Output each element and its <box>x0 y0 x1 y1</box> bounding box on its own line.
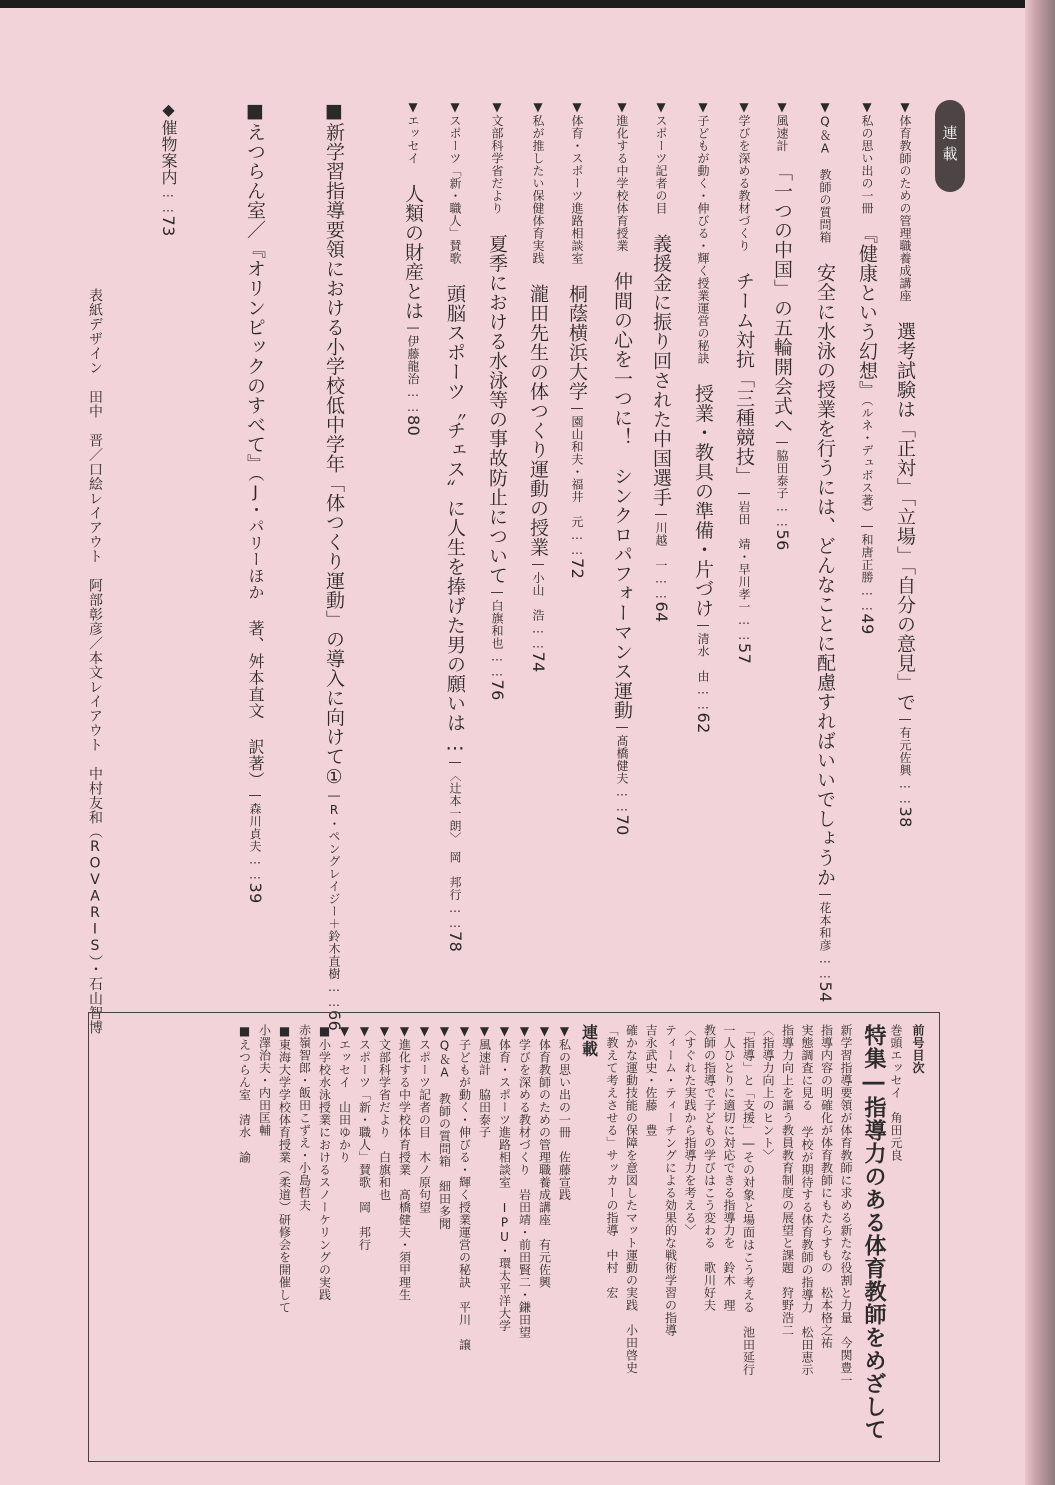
serial-page: 70 <box>613 814 632 836</box>
serial-series: ▼進化する中学校体育授業 <box>615 100 629 252</box>
prev-special-title: 特集―指導力のある体育教師をめざして <box>861 1024 886 1441</box>
special-page: 39 <box>246 882 265 904</box>
serial-title: 瀧田先生の体つくり運動の授業 <box>527 264 549 557</box>
prev-opening: 巻頭エッセイ 角田元良 <box>889 1024 903 1162</box>
prev-serial-author: 岡 邦行 <box>357 1188 372 1251</box>
prev-serial-author: 木ノ原句望 <box>417 1138 432 1214</box>
prev-serial-author: 脇田泰子 <box>477 1076 492 1139</box>
prev-serial-item: ▼文部科学省だより <box>377 1024 392 1139</box>
prev-serial-author: 髙橋健夫・須甲理生 <box>397 1176 412 1301</box>
prev-special-item: ティーム・ティーチングによる効果的な戦術学習の指導 <box>663 1024 678 1337</box>
prev-special-col <box>862 1024 884 1441</box>
prev-serial-entry[interactable] <box>337 1024 353 1164</box>
prev-serial-item: ▼体育教師のための管理職養成講座 <box>537 1024 552 1226</box>
prev-special-item: 「指導」と「支援」―その対象と場面はこう考える <box>741 1024 756 1314</box>
serial-entry[interactable] <box>734 100 753 664</box>
leader-dots: …… <box>898 776 912 807</box>
prev-special-author: 歌川好夫 <box>702 1249 717 1312</box>
prev-serial-entry[interactable] <box>437 1024 453 1230</box>
series-badge: 連載 <box>935 100 965 192</box>
prev-serial-item: ▼体育・スポーツ進路相談室 <box>497 1024 512 1189</box>
serial-title: 夏季における水泳等の事故防止について <box>486 214 508 585</box>
prev-serial-author: 佐藤宣践 <box>557 1138 572 1201</box>
serial-entry[interactable] <box>445 100 464 952</box>
prev-serial-entry[interactable] <box>297 1024 313 1212</box>
prev-serial-author: 清水 諭 <box>237 1101 252 1164</box>
prev-special-item: 指導内容の明確化が体育教師にもたらすもの <box>819 1024 834 1274</box>
serial-author: ―有元佐興 <box>898 712 912 777</box>
prev-special-author: 今関豊一 <box>839 1324 853 1387</box>
serial-series: ▼文部科学省だより <box>490 100 504 215</box>
serial-page: 54 <box>816 981 835 1003</box>
prev-special-entry[interactable] <box>643 1024 659 1137</box>
prev-special-entry[interactable] <box>780 1024 796 1337</box>
prev-serial-entry[interactable] <box>377 1024 393 1201</box>
prev-special-entry[interactable] <box>682 1024 698 1237</box>
top-edge-bar <box>0 0 1055 8</box>
serial-entry[interactable] <box>693 100 712 734</box>
prev-special-entry[interactable] <box>604 1024 620 1299</box>
serial-title: 選考試験は「正対」「立場」「自分の意見」で <box>894 302 916 712</box>
serial-entry[interactable] <box>567 100 586 579</box>
prev-serial-entry[interactable] <box>517 1024 533 1339</box>
prev-special-item: 指導力向上を謳う教員教育制度の展望と課題 <box>780 1024 795 1274</box>
prev-serial-item: ■東海大学学校体育授業（柔道）研修会を開催して <box>277 1024 292 1314</box>
serial-page: 74 <box>529 651 548 673</box>
serial-author: ―白旗和也 <box>490 585 504 650</box>
prev-serial-author: 細田多聞 <box>437 1167 452 1230</box>
prev-serial-entry[interactable] <box>317 1024 333 1301</box>
prev-serial-entry[interactable] <box>277 1024 293 1314</box>
prev-special-author: 中村 宏 <box>605 1236 619 1299</box>
leader-dots: …… <box>161 185 175 216</box>
serial-series: ▼風速計 <box>775 100 789 152</box>
prev-special-author: 池田延行 <box>741 1313 756 1376</box>
prev-special-entry[interactable] <box>624 1024 640 1374</box>
serial-page: 38 <box>896 806 915 828</box>
special-author: ―森川貞夫 <box>248 788 262 853</box>
special-entry[interactable] <box>245 100 264 904</box>
special-author: ―R・ペングレイジー＋鈴木直樹 <box>327 788 341 980</box>
serial-title: 「一つの中国」の五輪開会式へ <box>771 152 793 435</box>
serial-series: ▼私が推したい保健体育実践 <box>531 100 545 265</box>
leader-dots: …… <box>737 613 751 643</box>
prev-serial-entry[interactable] <box>457 1024 473 1351</box>
serial-title: 『健康という幻想』 <box>856 214 878 400</box>
prev-serial-item: ■えつらん室 <box>237 1024 252 1101</box>
prev-serial-author: 有元佐興 <box>537 1226 552 1289</box>
prev-serial-entry[interactable] <box>357 1024 373 1251</box>
prev-serial-entry[interactable] <box>237 1024 253 1164</box>
serial-page: 78 <box>446 931 465 953</box>
prev-serial-entry[interactable] <box>557 1024 573 1201</box>
prev-special-item: 〈指導力向上のヒント〉 <box>761 1024 775 1162</box>
prev-serial-entry[interactable] <box>497 1024 513 1332</box>
prev-serial-title: 連載 <box>579 1024 599 1057</box>
prev-special-item: 教師の指導で子どもの学びはこう変わる <box>702 1024 717 1249</box>
serial-series: ▼エッセイ <box>406 100 420 165</box>
prev-special-author: 小田啓史 <box>624 1311 639 1374</box>
serial-title: 人類の財産とは <box>402 164 424 321</box>
leader-dots: …… <box>775 499 789 530</box>
serial-series: ▼体育教師のための管理職養成講座 <box>898 100 912 302</box>
serial-author: ―小山 浩 <box>531 557 545 622</box>
prev-special-entry[interactable] <box>760 1024 776 1162</box>
serial-author: ―和唐正勝 <box>860 519 874 584</box>
serial-title: 安全に水泳の授業を行うには、どんなことに配慮すればいいでしょうか <box>814 243 836 887</box>
special-title: ◆催物案内 <box>159 100 178 186</box>
serial-author: ―花本和彦 <box>818 887 832 952</box>
prev-special-item: 新学習指導要領が体育教師に求める新たな役割と力量 <box>839 1024 853 1324</box>
prev-special-entry[interactable] <box>721 1024 737 1312</box>
prev-serial-author: 山田ゆかり <box>337 1088 352 1164</box>
serial-entry[interactable] <box>772 100 791 551</box>
prev-serial-item: ▼スポーツ「新・職人」賛歌 <box>357 1024 372 1189</box>
serial-series: ▼スポーツ「新・職人」賛歌 <box>448 100 462 265</box>
prev-serial-item: ▼子どもが動く・伸びる・輝く授業運営の秘訣 <box>457 1024 472 1289</box>
serial-author: ―伊藤龍治 <box>406 320 420 385</box>
prev-special-entry[interactable] <box>819 1024 835 1349</box>
prev-special-author: 松田恵示 <box>800 1313 814 1376</box>
serial-page: 57 <box>735 643 754 665</box>
serial-page: 72 <box>568 558 587 580</box>
leader-dots: …… <box>490 649 504 680</box>
serial-entry[interactable] <box>857 100 876 635</box>
serial-page: 62 <box>694 712 713 734</box>
serial-title: 義援金に振り回された中国選手 <box>650 214 672 507</box>
leader-dots: …… <box>248 852 262 883</box>
serial-series: ▼Q＆A 教師の質問箱 <box>818 100 832 244</box>
prev-special-author: 狩野浩二 <box>780 1274 795 1337</box>
serial-title: 桐蔭横浜大学 <box>566 264 588 401</box>
prev-special-entry[interactable] <box>663 1024 679 1337</box>
prev-serial-item: ▼Q＆A 教師の質問箱 <box>437 1024 452 1168</box>
special-title: ■新学習指導要領における小学校低中学年「体つくり運動」の導入に向けて① <box>323 100 345 789</box>
prev-serial-item: ▼私の思い出の一冊 <box>557 1024 572 1139</box>
serial-series: ▼子どもが動く・伸びる・輝く授業運営の秘訣 <box>696 100 710 365</box>
serial-page: 56 <box>773 529 792 551</box>
prev-serial-entry[interactable] <box>257 1024 273 1137</box>
serial-author: ―脇田泰子 <box>775 435 789 500</box>
prev-title: 前号目次 <box>911 1024 925 1074</box>
serial-page: 80 <box>404 415 423 437</box>
prev-special-entry[interactable] <box>799 1024 815 1376</box>
prev-serial-item: ▼スポーツ記者の目 <box>417 1024 432 1139</box>
leader-dots: …… <box>696 682 710 713</box>
serial-entry[interactable] <box>815 100 834 1003</box>
leader-dots: …… <box>860 583 874 614</box>
prev-serial-entry[interactable] <box>397 1024 413 1301</box>
prev-special-item: 〈すぐれた実践から指導力を考える〉 <box>683 1024 697 1237</box>
prev-serial-author: 岩田靖・前田賢二・鎌田望 <box>517 1176 532 1339</box>
serial-entry[interactable] <box>895 100 914 828</box>
special-entry[interactable] <box>324 100 343 1031</box>
prev-serial-item: ▼進化する中学校体育授業 <box>397 1024 412 1176</box>
prev-special-item: 実態調査に見る 学校が期待する体育教師の指導力 <box>800 1024 814 1314</box>
leader-dots: …… <box>654 571 668 602</box>
serial-series: ▼スポーツ記者の目 <box>654 100 668 215</box>
serial-subtitle: （ルネ・デュボス著） <box>860 400 874 519</box>
serial-entry[interactable] <box>651 100 670 623</box>
prev-serial-item: 赤嶺智郎・飯田こずえ・小島哲夫 <box>297 1024 312 1212</box>
prev-special-author: 松本格之祐 <box>819 1274 834 1349</box>
prev-serial-author: IPU・環太平洋大学 <box>497 1188 512 1332</box>
leader-dots: …… <box>531 621 545 652</box>
serial-series: ▼私の思い出の一冊 <box>860 100 874 215</box>
prev-serial-item: ■小学校水泳授業におけるスノーケリングの実践 <box>317 1024 332 1301</box>
serial-page: 76 <box>488 679 507 701</box>
page-spine-shadow <box>1025 0 1055 1485</box>
prev-serial-entry[interactable] <box>477 1024 493 1139</box>
serial-entry[interactable] <box>403 100 422 436</box>
special-page: 66 <box>325 1010 344 1032</box>
design-credit: 表紙デザイン 田中 晋／口絵レイアウト 阿部彰彦／本文レイアウト 中村友和（ROVARIS）・石山智博 <box>87 288 103 1035</box>
serial-author: ―川越 一 <box>654 507 668 572</box>
special-page: 73 <box>159 215 178 237</box>
prev-special-item: 一人ひとりに適切に対応できる指導力を <box>722 1024 736 1249</box>
serial-author: ―園山和夫・福井 元 <box>570 401 584 528</box>
prev-special-item: 確かな運動技能の保障を意図したマット運動の実践 <box>624 1024 639 1312</box>
prev-title-col <box>910 1024 926 1074</box>
prev-special-item: 「教えて考えさせる」サッカーの指導 <box>605 1024 619 1237</box>
prev-serial-title-col <box>581 1024 597 1057</box>
prev-serial-author: 白旗和也 <box>377 1138 392 1201</box>
serial-entry[interactable] <box>528 100 547 673</box>
prev-serial-item: ▼学びを深める教材づくり <box>517 1024 532 1176</box>
leader-dots: …… <box>615 784 629 815</box>
serial-series: ▼体育・スポーツ進路相談室 <box>570 100 584 265</box>
prev-serial-author: 平川 譲 <box>457 1288 472 1351</box>
serial-title: 授業・教具の準備・片づけ <box>692 364 714 618</box>
serial-series: ▼学びを深める教材づくり <box>737 100 751 252</box>
prev-serial-item: 小澤治夫・内田匡輔 <box>257 1024 272 1137</box>
prev-serial-item: ▼エッセイ <box>337 1024 352 1089</box>
serial-page: 49 <box>858 613 877 635</box>
prev-serial-entry[interactable] <box>417 1024 433 1214</box>
serial-entry[interactable] <box>487 100 506 701</box>
leader-dots: …… <box>570 528 584 558</box>
prev-opening-col[interactable] <box>888 1024 904 1162</box>
special-entry[interactable] <box>160 100 176 237</box>
special-title: ■えつらん室／『オリンピックのすべて』 <box>244 100 266 474</box>
serial-title: 仲間の心を一つに！ シンクロパフォーマンス運動 <box>611 252 633 720</box>
serial-author: ―清水 由 <box>696 618 710 683</box>
leader-dots: …… <box>818 951 832 982</box>
serial-entry[interactable] <box>612 100 631 836</box>
serial-title: 頭脳スポーツ〝チェス〟に人生を捧げた男の願いは… <box>444 264 466 755</box>
prev-special-entry[interactable] <box>702 1024 718 1312</box>
serial-author: ―髙橋健夫 <box>615 720 629 785</box>
leader-dots: …… <box>327 980 341 1010</box>
special-subtitle: （J・パリーほか 著、舛本直文 訳著） <box>246 473 265 788</box>
serial-page: 64 <box>652 601 671 623</box>
prev-special-item: 吉永武史・佐藤 豊 <box>644 1024 658 1137</box>
serial-author: ―〈辻本一朗〉 岡 邦行 <box>448 755 462 901</box>
prev-special-author: 鈴木 理 <box>722 1249 736 1312</box>
serial-author: ―岩田 靖・早川孝一 <box>737 486 751 613</box>
prev-serial-item: ▼風速計 <box>477 1024 492 1076</box>
prev-special-entry[interactable] <box>741 1024 757 1376</box>
serial-title: チーム対抗「三種競技」 <box>733 252 755 486</box>
leader-dots: …… <box>406 385 420 415</box>
prev-special-entry[interactable] <box>838 1024 854 1387</box>
prev-serial-entry[interactable] <box>537 1024 553 1289</box>
leader-dots: …… <box>448 901 462 931</box>
